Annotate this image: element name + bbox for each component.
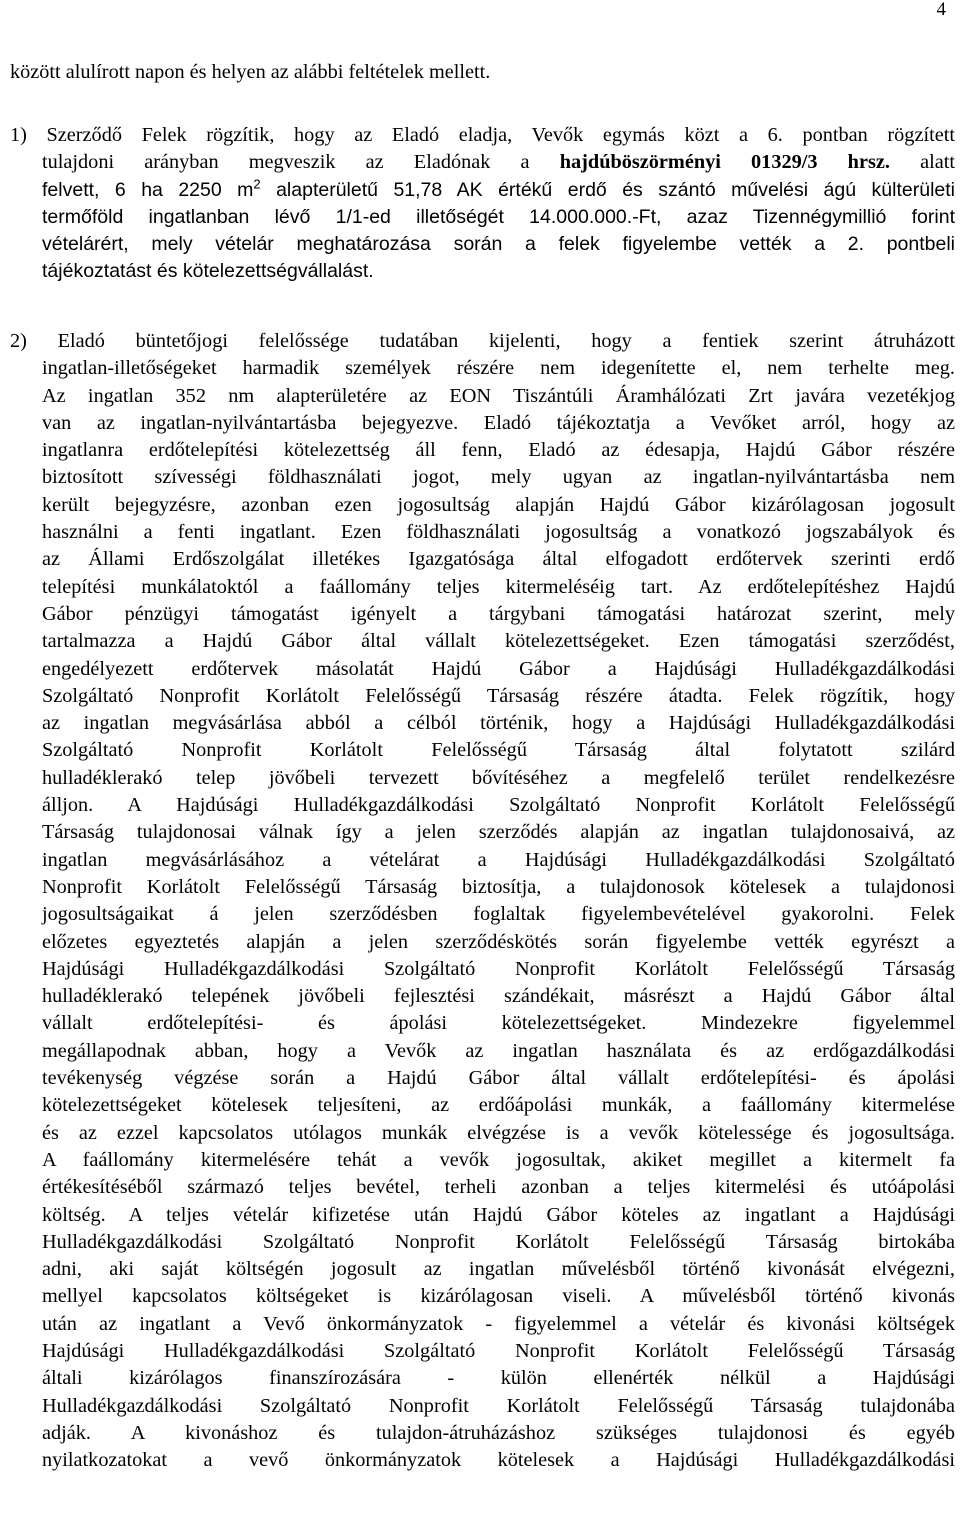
- paragraph-2-row: adni, aki saját költségén jogosult az ingatlan művelésből történő kivonását elvégezni,: [42, 1258, 955, 1281]
- paragraph-2-row: általi kizárólagos finanszírozására - külön ellenérték nélkül a Hajdúsági: [42, 1367, 955, 1390]
- paragraph-1-row: 1) Szerződő Felek rögzítik, hogy az Eladó eladja, Vevők egymás közt a 6. pontban rögzített: [10, 124, 955, 146]
- paragraph-2-row: tevékenység végzése során a Hajdú Gábor által vállalt erdőtelepítési- és ápolási: [42, 1067, 955, 1090]
- paragraph-2-row: és az ezzel kapcsolatos utólagos munkák elvégzése is a vevők kötelessége és jogosultsága.: [42, 1121, 955, 1144]
- paragraph-2-row: 2) Eladó büntetőjogi felelőssége tudatában kijelenti, hogy a fentiek szerint átruházott: [10, 330, 955, 352]
- paragraph-2-row: Gábor pénzügyi támogatást igényelt a tárgybani támogatási határozat szerint, mely: [42, 602, 955, 625]
- paragraph-2-row: vállalt erdőtelepítési- és ápolási kötelezettségeket. Mindezekre figyelemmel: [42, 1012, 955, 1035]
- paragraph-1-text: alapterületű 51,78 AK értékű erdő és szántó művelési ágú külterületi: [260, 178, 955, 201]
- paragraph-1-row: tájékoztatást és kötelezettségvállalást.: [42, 260, 374, 283]
- paragraph-2-row: után az ingatlant a Vevő önkormányzatok - figyelemmel a vételár és kivonási költségek: [42, 1312, 955, 1335]
- superscript: 2: [253, 176, 261, 192]
- paragraph-2-row: Nonprofit Korlátolt Felelősségű Társaság biztosítja, a tulajdonosok kötelesek a tulajdonosi: [42, 875, 955, 898]
- paragraph-2-row: tartalmazza a Hajdú Gábor által vállalt kötelezettségeket. Ezen támogatási szerződést,: [42, 630, 955, 653]
- paragraph-1-row: vételárért, mely vételár meghatározása során a felek figyelembe vették a 2. pontbeli: [42, 233, 955, 256]
- paragraph-2-row: kötelezettségeket kötelesek teljesíteni, az erdőápolási munkák, a faállomány kitermelése: [42, 1094, 955, 1117]
- paragraph-2-row: biztosított szívességi földhasználati jogot, mely ugyan az ingatlan-nyilvántartásba nem: [42, 466, 955, 489]
- paragraph-2-row: adják. A kivonáshoz és tulajdon-átruházáshoz szükséges tulajdonosi és egyéb: [42, 1421, 955, 1444]
- paragraph-2-row: jogosultságaikat á jelen szerződésben foglaltak figyelembevételével gyakorolni. Felek: [42, 903, 955, 926]
- paragraph-1-text: tulajdoni arányban megveszik az Eladónak a: [42, 151, 530, 174]
- paragraph-2-row: Hajdúsági Hulladékgazdálkodási Szolgáltató Nonprofit Korlátolt Felelősségű Társaság: [42, 957, 955, 980]
- paragraph-2-row: ingatlan megvásárlásához a vételárat a Hajdúsági Hulladékgazdálkodási Szolgáltató: [42, 848, 955, 871]
- paragraph-2-row: mellyel kapcsolatos költségeket is kizárólagosan viseli. A művelésből történő kivonás: [42, 1285, 955, 1308]
- paragraph-2-row: hulladéklerakó telepének jövőbeli fejlesztési szándékait, másrészt a Hajdú Gábor által: [42, 985, 955, 1008]
- paragraph-2-row: hulladéklerakó telep jövőbeli tervezett bővítéséhez a megfelelő terület rendelkezésre: [42, 766, 955, 789]
- paragraph-2-row: Hajdúsági Hulladékgazdálkodási Szolgáltató Nonprofit Korlátolt Felelősségű Társaság: [42, 1339, 955, 1362]
- paragraph-2-row: költség. A teljes vételár kifizetése után Hajdú Gábor köteles az ingatlant a Hajdúsági: [42, 1203, 955, 1226]
- paragraph-2-row: megállapodnak abban, hogy a Vevők az ingatlan használata és az erdőgazdálkodási: [42, 1039, 955, 1062]
- paragraph-2-row: Az ingatlan 352 nm alapterületére az EON Tiszántúli Áramhálózati Zrt javára vezetékjog: [42, 384, 955, 407]
- paragraph-2-row: A faállomány kitermelésére tehát a vevők jogosultak, akiket megillet a kitermelt fa: [42, 1148, 955, 1171]
- paragraph-2-row: Szolgáltató Nonprofit Korlátolt Felelősségű Társaság által folytatott szilárd: [42, 739, 955, 762]
- paragraph-2: [10, 328, 955, 1474]
- paragraph-2-row: az Állami Erdőszolgálat illetékes Igazgatósága által elfogadott erdőtervek szerinti erdő: [42, 548, 955, 571]
- paragraph-1-row: termőföld ingatlanban lévő 1/1-ed illetőségét 14.000.000.-Ft, azaz Tizennégymillió forint: [42, 205, 955, 228]
- paragraph-2-row: telepítési munkálatoktól a faállomány teljes kitermeléséig tart. Az erdőtelepítéshez Hajdú: [42, 575, 955, 598]
- paragraph-1-row: [10, 149, 955, 176]
- paragraph-2-row: álljon. A Hajdúsági Hulladékgazdálkodási Szolgáltató Nonprofit Korlátolt Felelősségű: [42, 794, 955, 817]
- paragraph-2-row: engedélyezett erdőtervek másolatát Hajdú Gábor a Hajdúsági Hulladékgazdálkodási: [42, 657, 955, 680]
- paragraph-1-row: [10, 177, 955, 204]
- paragraph-1-text: felvett, 6 ha 2250 m: [42, 178, 254, 201]
- parcel-number: hajdúböszörményi 01329/3 hrsz.: [559, 151, 890, 174]
- intro-line: között alulírott napon és helyen az alábbi feltételek mellett.: [10, 61, 491, 83]
- paragraph-2-row: ingatlanra erdőtelepítési kötelezettség áll fenn, Eladó az édesapja, Hajdú Gábor részére: [42, 439, 955, 462]
- paragraph-2-row: került bejegyzésre, azonban ezen jogosultság alapján Hajdú Gábor kizárólagosan jogosult: [42, 493, 955, 516]
- paragraph-2-row: ingatlan-illetőségeket harmadik személyek részére nem idegenítette el, nem terhelte meg.: [42, 357, 955, 380]
- paragraph-2-row: Szolgáltató Nonprofit Korlátolt Felelősségű Társaság részére átadta. Felek rögzítik, hogy: [42, 684, 955, 707]
- paragraph-2-row: nyilatkozatokat a vevő önkormányzatok kötelesek a Hajdúsági Hulladékgazdálkodási: [42, 1449, 955, 1472]
- paragraph-2-row: van az ingatlan-nyilvántartásba bejegyezve. Eladó tájékoztatja a Vevőket arról, hogy az: [42, 411, 955, 434]
- paragraph-1: [10, 122, 955, 286]
- paragraph-2-row: az ingatlan megvásárlása abból a célból történik, hogy a Hajdúsági Hulladékgazdálkodási: [42, 712, 955, 735]
- page-number: 4: [936, 0, 946, 20]
- paragraph-2-row: előzetes egyeztetés alapján a jelen szerződéskötés során figyelembe vették egyrészt a: [42, 930, 955, 953]
- paragraph-2-row: Társaság tulajdonosai válnak így a jelen szerződés alapján az ingatlan tulajdonosaivá, az: [42, 821, 955, 844]
- paragraph-2-row: Hulladékgazdálkodási Szolgáltató Nonprofit Korlátolt Felelősségű Társaság birtokába: [42, 1230, 955, 1253]
- paragraph-2-row: Hulladékgazdálkodási Szolgáltató Nonprofit Korlátolt Felelősségű Társaság tulajdonába: [42, 1394, 955, 1417]
- paragraph-2-row: értékesítéséből származó teljes bevétel, terheli azonban a teljes kitermelési és utóápolási: [42, 1176, 955, 1199]
- paragraph-1-text: alatt: [889, 151, 955, 174]
- paragraph-2-row: használni a fenti ingatlant. Ezen földhasználati jogosultság a vonatkozó jogszabályok és: [42, 521, 955, 544]
